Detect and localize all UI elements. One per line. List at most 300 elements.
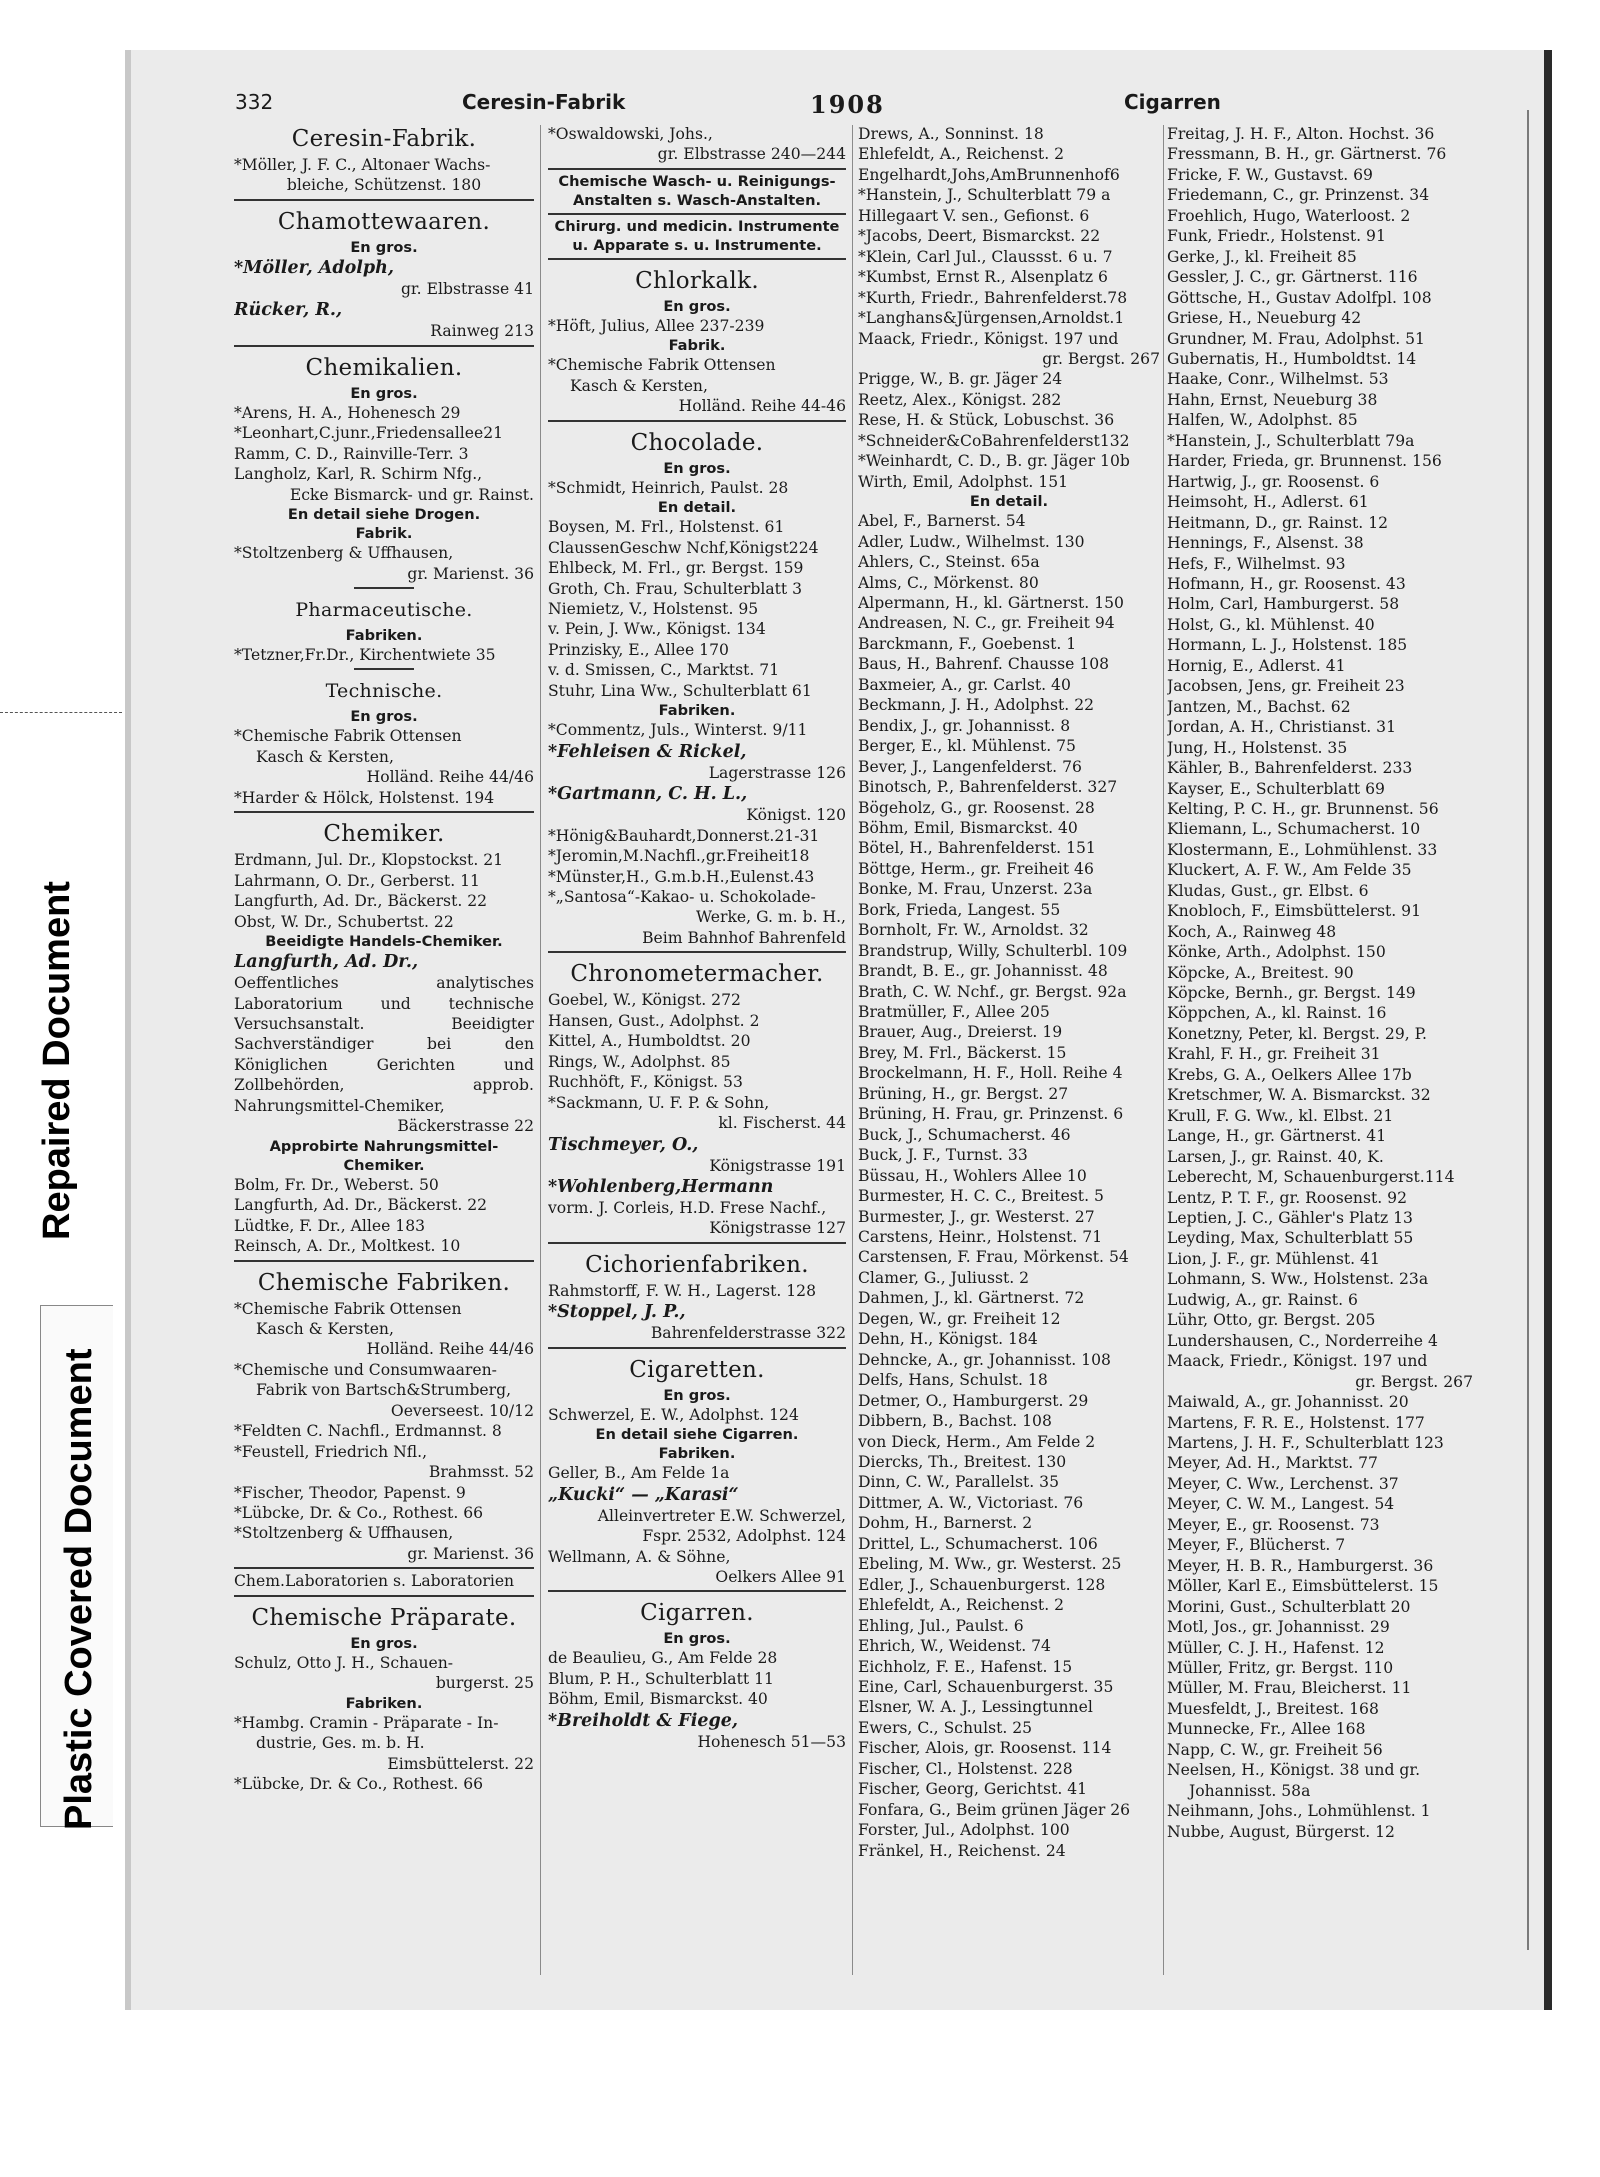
directory-entry: von Dieck, Herm., Am Felde 2	[858, 1432, 1096, 1451]
directory-entry: Brandstrup, Willy, Schulterbl. 109	[858, 941, 1128, 960]
directory-entry: Kasch & Kersten,	[256, 747, 394, 766]
directory-entry: Harder, Frieda, gr. Brunnenst. 156	[1167, 452, 1442, 471]
directory-entry: Holländ. Reihe 44/46	[366, 768, 534, 787]
directory-entry: Ahlers, C., Steinst. 65a	[858, 553, 1040, 572]
directory-entry: Bolm, Fr. Dr., Weberst. 50	[234, 1175, 439, 1194]
directory-entry: Königstrasse 127	[709, 1219, 846, 1238]
directory-entry: Neelsen, H., Königst. 38 und gr.	[1167, 1761, 1421, 1780]
directory-entry: Fressmann, B. H., gr. Gärtnerst. 76	[1167, 145, 1447, 164]
directory-entry: Köppchen, A., kl. Rainst. 16	[1167, 1004, 1387, 1023]
highlighted-entry: Langfurth, Ad. Dr.,	[234, 952, 419, 973]
directory-entry: Buck, J., Schumacherst. 46	[858, 1125, 1071, 1144]
directory-entry: Langfurth, Ad. Dr., Bäckerst. 22	[234, 892, 488, 911]
subheading: Chirurg. und medicin. Instrumente	[554, 217, 840, 235]
directory-entry: Berger, E., kl. Mühlenst. 75	[858, 737, 1076, 756]
directory-entry: Lüdtke, F. Dr., Allee 183	[234, 1216, 426, 1235]
directory-entry: Boysen, M. Frl., Holstenst. 61	[548, 518, 785, 537]
directory-entry: Stuhr, Lina Ww., Schulterblatt 61	[548, 681, 812, 700]
directory-entry: Bork, Frieda, Langest. 55	[858, 900, 1061, 919]
directory-entry: ClaussenGeschw Nchf,Königst224	[548, 538, 819, 557]
repaired-document-label: Repaired Document	[36, 881, 78, 1240]
directory-entry: Brockelmann, H. F., Holl. Reihe 4	[858, 1064, 1123, 1083]
directory-entry: Königst. 120	[746, 806, 846, 825]
directory-entry: Fabrik von Bartsch&Strumberg,	[256, 1381, 512, 1400]
highlighted-entry: *Stoppel, J. P.,	[548, 1302, 686, 1323]
subheading: Fabriken.	[345, 626, 423, 644]
directory-entry: Jacobsen, Jens, gr. Freiheit 23	[1167, 677, 1405, 696]
directory-entry: Fischer, Cl., Holstenst. 228	[858, 1759, 1073, 1778]
subheading: Chemiker.	[343, 1156, 425, 1174]
directory-entry: de Beaulieu, G., Am Felde 28	[548, 1649, 778, 1668]
directory-entry: Kludas, Gust., gr. Elbst. 6	[1167, 881, 1369, 900]
subheading: En detail.	[969, 493, 1049, 511]
directory-entry: Lange, H., gr. Gärtnerst. 41	[1167, 1127, 1387, 1146]
directory-entry: Bendix, J., gr. Johannisst. 8	[858, 716, 1071, 735]
directory-entry: Forster, Jul., Adolphst. 100	[858, 1821, 1070, 1840]
category-heading: Chlorkalk.	[635, 267, 759, 294]
subheading: En gros.	[350, 384, 418, 402]
directory-entry: Kretschmer, W. A. Bismarckst. 32	[1167, 1086, 1431, 1105]
directory-entry: Heimsoht, H., Adlerst. 61	[1167, 493, 1369, 512]
directory-entry: gr. Bergst. 267	[1042, 349, 1160, 368]
directory-entry: gr. Elbstrasse 240—244	[657, 145, 846, 164]
directory-entry: Nubbe, August, Bürgerst. 12	[1167, 1822, 1395, 1841]
directory-entry: Kähler, B., Bahrenfelderst. 233	[1167, 759, 1413, 778]
directory-entry: *Harder & Hölck, Holstenst. 194	[234, 788, 495, 807]
directory-entry: Langholz, Karl, R. Schirm Nfg.,	[234, 465, 483, 484]
subheading: Beeidigte Handels-Chemiker.	[265, 933, 503, 951]
directory-entry: Hofmann, H., gr. Roosenst. 43	[1167, 574, 1406, 593]
directory-entry: Burmester, J., gr. Westerst. 27	[858, 1207, 1095, 1226]
directory-entry: *Hanstein, J., Schulterblatt 79a	[1167, 431, 1415, 450]
directory-entry: Griese, H., Neueburg 42	[1167, 309, 1362, 328]
directory-entry: Dinn, C. W., Parallelst. 35	[858, 1473, 1060, 1492]
subheading: Fabriken.	[658, 702, 736, 720]
directory-entry: Degen, W., gr. Freiheit 12	[858, 1309, 1061, 1328]
entry-description: Oeffentliches analytisches Laboratorium und technische Versuchsanstalt. Beeidigter Sachverständiger bei den Königlichen Gerichten und Zollbehörden, approb. Nahrungsmittel-Chemiker,	[234, 974, 534, 1115]
subheading: En gros.	[663, 1630, 731, 1648]
directory-entry: Friedemann, C., gr. Prinzenst. 34	[1167, 186, 1430, 205]
directory-entry: kl. Fischerst. 44	[718, 1114, 846, 1133]
directory-entry: *Möller, J. F. C., Altonaer Wachs-	[234, 156, 491, 174]
directory-entry: Motl, Jos., gr. Johannisst. 29	[1167, 1618, 1390, 1637]
directory-entry: Lion, J. F., gr. Mühlenst. 41	[1167, 1249, 1380, 1268]
directory-entry: Kelting, P. C. H., gr. Brunnenst. 56	[1167, 799, 1439, 818]
directory-entry: *Sackmann, U. F. P. & Sohn,	[548, 1093, 770, 1112]
directory-entry: Bratmüller, F., Allee 205	[858, 1003, 1050, 1022]
directory-entry: Eine, Carl, Schauenburgerst. 35	[858, 1677, 1114, 1696]
directory-entry: Holst, G., kl. Mühlenst. 40	[1167, 615, 1375, 634]
directory-entry: Bötel, H., Bahrenfelderst. 151	[858, 839, 1096, 858]
section-divider	[548, 1242, 846, 1244]
directory-entry: Ehlefeldt, A., Reichenst. 2	[858, 145, 1065, 164]
directory-entry: Niemietz, V., Holstenst. 95	[548, 599, 759, 618]
page-number: 332	[235, 90, 274, 114]
column-rule	[852, 125, 853, 1975]
directory-entry: *Oswaldowski, Johs.,	[548, 125, 713, 143]
directory-entry: Delfs, Hans, Schulst. 18	[858, 1371, 1048, 1390]
directory-entry: *Lübcke, Dr. & Co., Rothest. 66	[234, 1775, 484, 1794]
directory-entry: Edler, J., Schauenburgerst. 128	[858, 1575, 1106, 1594]
directory-entry: Böhm, Emil, Bismarckst. 40	[858, 818, 1078, 837]
category-heading: Chemikalien.	[305, 354, 463, 381]
directory-entry: *Commentz, Juls., Winterst. 9/11	[548, 721, 808, 740]
directory-entry: *Lübcke, Dr. & Co., Rothest. 66	[234, 1504, 484, 1523]
directory-entry: Hornig, E., Adlerst. 41	[1167, 656, 1346, 675]
section-divider	[234, 1567, 534, 1569]
header-year: 1908	[810, 90, 885, 119]
directory-entry: *Hönig&Bauhardt,Donnerst.21-31	[548, 826, 820, 845]
directory-entry: Gessler, J. C., gr. Gärtnerst. 116	[1167, 268, 1418, 287]
category-heading: Cigaretten.	[629, 1356, 765, 1383]
directory-entry: v. d. Smissen, C., Marktst. 71	[548, 661, 780, 680]
directory-entry: Grundner, M. Frau, Adolphst. 51	[1167, 329, 1425, 348]
directory-entry: Erdmann, Jul. Dr., Klopstockst. 21	[234, 851, 504, 870]
directory-entry: *Chemische Fabrik Ottensen	[548, 356, 776, 375]
directory-entry: *Klein, Carl Jul., Claussst. 6 u. 7	[858, 247, 1113, 266]
directory-entry: *„Santosa“-Kakao- u. Schokolade-	[548, 887, 816, 906]
directory-entry: Carstens, Heinr., Holstenst. 71	[858, 1228, 1103, 1247]
section-divider	[354, 587, 414, 589]
directory-entry: Napp, C. W., gr. Freiheit 56	[1167, 1740, 1383, 1759]
directory-entry: Heitmann, D., gr. Rainst. 12	[1167, 513, 1389, 532]
directory-entry: Ecke Bismarck- und gr. Rainst.	[289, 485, 534, 504]
directory-entry: Ehrich, W., Weidenst. 74	[858, 1637, 1051, 1656]
subheading: Fabrik.	[355, 525, 413, 543]
directory-entry: burgerst. 25	[435, 1674, 534, 1693]
directory-entry: Brüning, H. Frau, gr. Prinzenst. 6	[858, 1105, 1124, 1124]
directory-entry: Clamer, G., Juliusst. 2	[858, 1268, 1030, 1287]
directory-entry: *Feldten C. Nachfl., Erdmannst. 8	[234, 1422, 502, 1441]
directory-entry: *Jacobs, Deert, Bismarckst. 22	[858, 227, 1101, 246]
directory-entry: Rings, W., Adolphst. 85	[548, 1052, 731, 1071]
directory-entry: Maack, Friedr., Königst. 197 und	[1167, 1352, 1428, 1371]
directory-entry: Kliemann, L., Schumacherst. 10	[1167, 820, 1421, 839]
directory-entry: Froehlich, Hugo, Waterloost. 2	[1167, 206, 1411, 225]
directory-entry: Leberecht, M, Schauenburgerst.114	[1167, 1168, 1455, 1187]
directory-entry: Kluckert, A. F. W., Am Felde 35	[1167, 861, 1412, 880]
directory-entry: Möller, Karl E., Eimsbüttelerst. 15	[1167, 1577, 1439, 1596]
subheading: En gros.	[663, 459, 731, 477]
directory-entry: Bonke, M. Frau, Unzerst. 23a	[858, 880, 1093, 899]
directory-entry: Königstrasse 191	[709, 1156, 846, 1175]
directory-entry: *Kurth, Friedr., Bahrenfelderst.78	[858, 288, 1128, 307]
section-divider	[548, 420, 846, 422]
directory-entry: Hormann, L. J., Holstenst. 185	[1167, 636, 1408, 655]
directory-entry: Gerke, J., kl. Freiheit 85	[1167, 247, 1357, 266]
directory-entry: *Münster,H., G.m.b.H.,Eulenst.43	[548, 867, 815, 886]
directory-entry: Abel, F., Barnerst. 54	[858, 512, 1026, 531]
directory-entry: Chem.Laboratorien s. Laboratorien	[234, 1572, 515, 1591]
directory-entry: Schulz, Otto J. H., Schauen-	[234, 1653, 454, 1672]
directory-entry: Beckmann, J. H., Adolphst. 22	[858, 696, 1095, 715]
directory-entry: Fischer, Georg, Gerichtst. 41	[858, 1780, 1088, 1799]
directory-entry: Leptien, J. C., Gähler's Platz 13	[1167, 1209, 1413, 1228]
directory-entry: Ehling, Jul., Paulst. 6	[858, 1616, 1024, 1635]
highlighted-entry: *Möller, Adolph,	[234, 257, 394, 278]
directory-entry: *Kumbst, Ernst R., Alsenplatz 6	[858, 268, 1108, 287]
directory-entry: Hennings, F., Alsenst. 38	[1167, 534, 1364, 553]
directory-entry: Lahrmann, O. Dr., Gerberst. 11	[234, 871, 480, 890]
directory-entry: Bever, J., Langenfelderst. 76	[858, 757, 1082, 776]
header-right-keyword: Cigarren	[1124, 90, 1221, 114]
directory-entry: Drews, A., Sonninst. 18	[858, 125, 1044, 143]
section-divider	[234, 1595, 534, 1597]
directory-entry: v. Pein, J. Ww., Königst. 134	[548, 620, 766, 639]
directory-entry: Ewers, C., Schulst. 25	[858, 1718, 1033, 1737]
directory-entry: Fischer, Alois, gr. Roosenst. 114	[858, 1739, 1112, 1758]
directory-entry: *Leonhart,C.junr.,Friedensallee21	[234, 424, 504, 443]
directory-entry: Elsner, W. A. J., Lessingtunnel	[858, 1698, 1093, 1717]
directory-entry: Burmester, H. C. C., Breitest. 5	[858, 1187, 1104, 1206]
subheading: Fabriken.	[658, 1445, 736, 1463]
subheading: En detail siehe Drogen.	[287, 506, 481, 524]
column-rule	[540, 125, 541, 1975]
directory-entry: *Hambg. Cramin - Präparate - In-	[234, 1713, 499, 1732]
directory-entry: *Hanstein, J., Schulterblatt 79 a	[858, 186, 1111, 205]
category-heading: Chamottewaaren.	[277, 208, 491, 235]
directory-entry: Eichholz, F. E., Hafenst. 15	[858, 1657, 1073, 1676]
directory-entry: Obst, W. Dr., Schubertst. 22	[234, 912, 454, 931]
directory-entry: Fspr. 2532, Adolphst. 124	[642, 1527, 846, 1546]
directory-entry: Hillegaart V. sen., Gefionst. 6	[858, 206, 1090, 225]
directory-entry: Meyer, C. W. M., Langest. 54	[1167, 1495, 1395, 1514]
section-divider	[548, 951, 846, 953]
directory-entry: *Arens, H. A., Hohenesch 29	[234, 403, 461, 422]
directory-entry: *Feustell, Friedrich Nfl.,	[234, 1442, 428, 1461]
directory-entry: Dehncke, A., gr. Johannisst. 108	[858, 1350, 1111, 1369]
directory-entry: Müller, C. J. H., Hafenst. 12	[1167, 1638, 1385, 1657]
directory-entry: Buck, J. F., Turnst. 33	[858, 1146, 1028, 1165]
page-left-edge	[125, 50, 131, 2010]
directory-entry: Ehlefeldt, A., Reichenst. 2	[858, 1596, 1065, 1615]
directory-entry: Rahmstorff, F. W. H., Lagerst. 128	[548, 1281, 817, 1300]
directory-entry: Koch, A., Rainweg 48	[1167, 922, 1337, 941]
directory-entry: Gubernatis, H., Humboldtst. 14	[1167, 349, 1417, 368]
directory-entry: Böttge, Herm., gr. Freiheit 46	[858, 859, 1094, 878]
directory-entry: Engelhardt,Johs,AmBrunnenhof6	[858, 165, 1120, 184]
header-left-keyword: Ceresin-Fabrik	[462, 90, 626, 114]
directory-entry: Böhm, Emil, Bismarckst. 40	[548, 1690, 768, 1709]
directory-entry: Oelkers Allee 91	[715, 1568, 846, 1587]
directory-entry: Fränkel, H., Reichenst. 24	[858, 1841, 1066, 1860]
running-header	[232, 90, 1482, 124]
section-divider	[354, 668, 414, 670]
category-heading: Chronometermacher.	[570, 961, 824, 988]
directory-entry: Maiwald, A., gr. Johannisst. 20	[1167, 1393, 1409, 1412]
section-divider	[548, 1347, 846, 1349]
directory-entry: Kayser, E., Schulterblatt 69	[1167, 779, 1385, 798]
directory-entry: Hefs, F., Wilhelmst. 93	[1167, 554, 1346, 573]
directory-entry: Neihmann, Johs., Lohmühlenst. 1	[1167, 1802, 1431, 1821]
directory-entry: Ehlbeck, M. Frl., gr. Bergst. 159	[548, 559, 804, 578]
section-divider	[234, 1260, 534, 1262]
directory-entry: Haake, Conr., Wilhelmst. 53	[1167, 370, 1389, 389]
category-heading: Cigarren.	[640, 1600, 754, 1627]
directory-entry: Diercks, Th., Breitest. 130	[858, 1453, 1067, 1471]
directory-entry: Morini, Gust., Schulterblatt 20	[1167, 1597, 1411, 1616]
directory-entry: *Schneider&CoBahrenfelderst132	[858, 431, 1130, 450]
directory-entry: Prigge, W., B. gr. Jäger 24	[858, 370, 1063, 389]
directory-entry: Kasch & Kersten,	[256, 1319, 394, 1338]
directory-entry: Brüning, H., gr. Bergst. 27	[858, 1084, 1069, 1103]
subheading: Chemische Wasch- u. Reinigungs-	[558, 172, 836, 190]
category-heading: Chemiker.	[323, 821, 445, 848]
directory-entry: gr. Bergst. 267	[1355, 1372, 1473, 1391]
directory-entry: Brandt, B. E., gr. Johannisst. 48	[858, 962, 1108, 981]
directory-entry: Andreasen, N. C., gr. Freiheit 94	[858, 614, 1115, 633]
directory-entry: gr. Elbstrasse 41	[400, 279, 534, 298]
directory-entry: *Weinhardt, C. D., B. gr. Jäger 10b	[858, 452, 1130, 471]
directory-entry: Kasch & Kersten,	[570, 376, 708, 395]
directory-entry: Alpermann, H., kl. Gärtnerst. 150	[858, 593, 1124, 612]
directory-column-2	[548, 124, 846, 1974]
directory-entry: Reinsch, A. Dr., Moltkest. 10	[234, 1237, 461, 1256]
directory-entry: Dehn, H., Königst. 184	[858, 1330, 1038, 1349]
directory-entry: Freitag, J. H. F., Alton. Hochst. 36	[1167, 125, 1435, 143]
directory-entry: *Chemische und Consumwaaren-	[234, 1360, 497, 1379]
directory-entry: Brath, C. W. Nchf., gr. Bergst. 92a	[858, 982, 1127, 1001]
directory-entry: Funk, Friedr., Holstenst. 91	[1167, 227, 1386, 246]
directory-entry: Leyding, Max, Schulterblatt 55	[1167, 1229, 1414, 1248]
directory-entry: Baxmeier, A., gr. Carlst. 40	[858, 675, 1071, 694]
directory-entry: Detmer, O., Hamburgerst. 29	[858, 1391, 1089, 1410]
directory-entry: Lohmann, S. Ww., Holstenst. 23a	[1167, 1270, 1429, 1289]
directory-entry: Müller, Fritz, gr. Bergst. 110	[1167, 1658, 1394, 1677]
category-heading: Pharmaceutische.	[295, 598, 473, 621]
directory-entry: Barckmann, F., Goebenst. 1	[858, 634, 1077, 653]
directory-entry: Adler, Ludw., Wilhelmst. 130	[858, 532, 1085, 551]
directory-entry: Rese, H. & Stück, Lobuschst. 36	[858, 411, 1115, 430]
category-heading: Technische.	[325, 680, 443, 703]
directory-entry: gr. Marienst. 36	[407, 1544, 534, 1563]
directory-column-1	[234, 124, 534, 1974]
directory-entry: *Chemische Fabrik Ottensen	[234, 727, 462, 746]
highlighted-entry: Rücker, R.,	[234, 300, 343, 321]
directory-entry: Brey, M. Frl., Bäckerst. 15	[858, 1043, 1067, 1062]
directory-entry: Brahmsst. 52	[428, 1463, 534, 1482]
directory-entry: Dohm, H., Barnerst. 2	[858, 1514, 1033, 1533]
directory-entry: Krebs, G. A., Oelkers Allee 17b	[1167, 1065, 1412, 1084]
directory-entry: Holländ. Reihe 44-46	[678, 397, 846, 416]
margin-dashed-line	[0, 712, 122, 713]
directory-entry: *Stoltzenberg & Uffhausen,	[234, 544, 454, 563]
directory-entry: Schwerzel, E. W., Adolphst. 124	[548, 1405, 799, 1424]
directory-column-4	[1167, 124, 1473, 1974]
directory-entry: Carstensen, F. Frau, Mörkenst. 54	[858, 1248, 1129, 1267]
directory-entry: Larsen, J., gr. Rainst. 40, K.	[1167, 1147, 1384, 1166]
directory-entry: Bahrenfelderstrasse 322	[650, 1324, 846, 1343]
section-divider	[234, 199, 534, 201]
column-rule	[1163, 125, 1164, 1975]
directory-entry: Alleinvertreter E.W. Schwerzel,	[597, 1506, 846, 1525]
subheading: Approbirte Nahrungsmittel-	[269, 1137, 499, 1155]
directory-entry: Fricke, F. W., Gustavst. 69	[1167, 165, 1373, 184]
directory-entry: Wirth, Emil, Adolphst. 151	[858, 472, 1069, 491]
directory-entry: Bögeholz, G., gr. Roosenst. 28	[858, 798, 1095, 817]
directory-entry: Halfen, W., Adolphst. 85	[1167, 411, 1358, 430]
directory-entry: Alms, C., Mörkenst. 80	[858, 573, 1039, 592]
directory-entry: Krahl, F. H., gr. Freiheit 31	[1167, 1045, 1381, 1064]
directory-entry: Reetz, Alex., Königst. 282	[858, 390, 1062, 409]
subheading: En gros.	[663, 1386, 731, 1404]
directory-entry: Jantzen, M., Bachst. 62	[1167, 697, 1351, 716]
directory-entry: Köpcke, A., Breitest. 90	[1167, 963, 1354, 982]
directory-entry: Könke, Arth., Adolphst. 150	[1167, 943, 1386, 962]
subheading: En detail siehe Cigarren.	[595, 1426, 799, 1444]
subheading: En detail.	[657, 499, 737, 517]
directory-column-3	[858, 124, 1160, 1974]
directory-entry: Klostermann, E., Lohmühlenst. 33	[1167, 840, 1438, 859]
directory-entry: Lentz, P. T. F., gr. Roosenst. 92	[1167, 1188, 1408, 1207]
category-heading: Chemische Präparate.	[251, 1604, 517, 1631]
category-heading: Chemische Fabriken.	[257, 1269, 511, 1296]
category-heading: Ceresin-Fabrik.	[291, 126, 477, 152]
directory-entry: Beim Bahnhof Bahrenfeld	[642, 928, 846, 947]
directory-entry: Meyer, F., Blücherst. 7	[1167, 1536, 1346, 1555]
directory-entry: Baus, H., Bahrenf. Chausse 108	[858, 655, 1110, 674]
directory-entry: Holländ. Reihe 44/46	[366, 1340, 534, 1359]
subheading: Anstalten s. Wasch-Anstalten.	[572, 191, 822, 209]
highlighted-entry: *Breiholdt & Fiege,	[548, 1710, 738, 1731]
directory-entry: Bornholt, Fr. W., Arnoldst. 32	[858, 921, 1089, 940]
section-divider	[548, 168, 846, 170]
directory-entry: vorm. J. Corleis, H.D. Frese Nachf.,	[548, 1198, 827, 1217]
directory-entry: Goebel, W., Königst. 272	[548, 991, 741, 1010]
page-binding-edge	[1544, 50, 1552, 2010]
directory-entry: Konetzny, Peter, kl. Bergst. 29, P.	[1167, 1024, 1427, 1043]
directory-entry: Jordan, A. H., Christianst. 31	[1167, 718, 1397, 737]
directory-entry: Kittel, A., Humboldtst. 20	[548, 1032, 751, 1051]
directory-entry: Meyer, Ad. H., Marktst. 77	[1167, 1454, 1378, 1473]
section-divider	[234, 811, 534, 813]
directory-entry: Rainweg 213	[430, 322, 534, 341]
directory-entry: Ruchhöft, F., Königst. 53	[548, 1073, 743, 1092]
highlighted-entry: Tischmeyer, O.,	[548, 1134, 699, 1155]
directory-entry: Blum, P. H., Schulterblatt 11	[548, 1669, 774, 1688]
directory-entry: *Stoltzenberg & Uffhausen,	[234, 1524, 454, 1543]
page-fold-line	[1527, 110, 1529, 1950]
directory-entry: Meyer, C. Ww., Lerchenst. 37	[1167, 1474, 1399, 1493]
subheading: En gros.	[350, 1634, 418, 1652]
directory-entry: *Höft, Julius, Allee 237-239	[548, 316, 765, 335]
directory-entry: Prinzisky, E., Allee 170	[548, 640, 729, 659]
directory-entry: Muesfeldt, J., Breitest. 168	[1167, 1699, 1379, 1718]
directory-entry: Martens, F. R. E., Holstenst. 177	[1167, 1413, 1425, 1432]
directory-entry: Göttsche, H., Gustav Adolfpl. 108	[1167, 288, 1432, 307]
highlighted-entry: *Wohlenberg,Hermann	[548, 1176, 774, 1197]
directory-entry: Meyer, E., gr. Roosenst. 73	[1167, 1515, 1380, 1534]
directory-entry: Martens, J. H. F., Schulterblatt 123	[1167, 1434, 1444, 1452]
directory-entry: Ludwig, A., gr. Rainst. 6	[1167, 1290, 1358, 1309]
directory-entry: Lundershausen, C., Norderreihe 4	[1167, 1331, 1438, 1350]
directory-entry: Oeverseest. 10/12	[390, 1401, 534, 1420]
directory-entry: Jung, H., Holstenst. 35	[1167, 738, 1348, 757]
directory-entry: Meyer, H. B. R., Hamburgerst. 36	[1167, 1556, 1434, 1575]
directory-entry: *Langhans&Jürgensen,Arnoldst.1	[858, 309, 1125, 328]
directory-entry: Büssau, H., Wohlers Allee 10	[858, 1166, 1087, 1185]
directory-entry: bleiche, Schützenst. 180	[286, 176, 482, 195]
directory-entry: Langfurth, Ad. Dr., Bäckerst. 22	[234, 1196, 488, 1215]
subheading: En gros.	[350, 708, 418, 726]
directory-entry: Wellmann, A. & Söhne,	[548, 1547, 731, 1566]
highlighted-entry: „Kucki“ — „Karasi“	[548, 1484, 739, 1505]
directory-entry: Johannisst. 58a	[1189, 1781, 1311, 1800]
highlighted-entry: *Fehleisen & Rickel,	[548, 741, 747, 762]
subheading: En gros.	[350, 238, 418, 256]
category-heading: Cichorienfabriken.	[585, 1251, 809, 1278]
directory-entry: *Jeromin,M.Nachfl.,gr.Freiheit18	[548, 847, 810, 866]
